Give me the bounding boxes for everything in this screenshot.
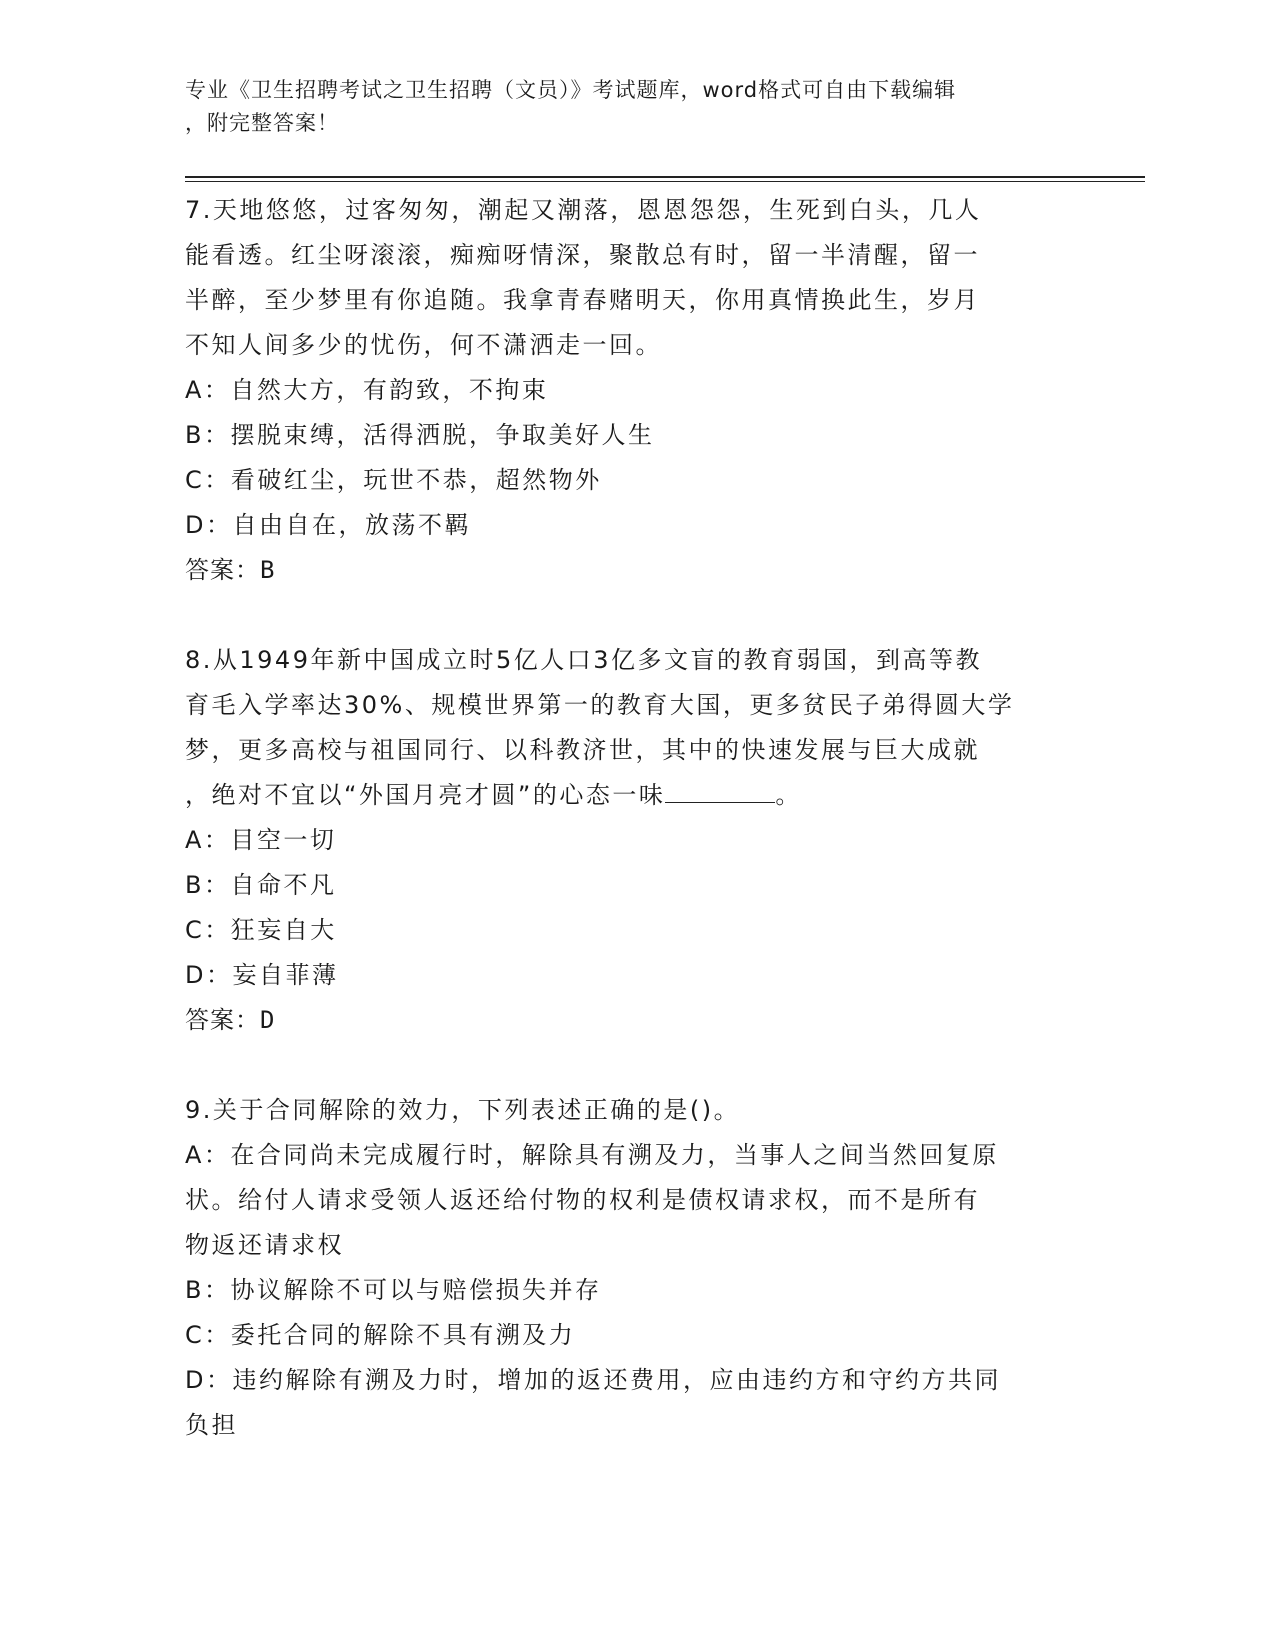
question-7 [185,188,1085,593]
option-b: B：摆脱束缚，活得洒脱，争取美好人生 [185,421,655,449]
option-d-continued: 负担 [185,1411,238,1439]
option-a: A：自然大方，有韵致，不拘束 [185,376,549,404]
option-d: D：自由自在，放荡不羁 [185,511,471,539]
question-text-line: 9.关于合同解除的效力，下列表述正确的是()。 [185,1096,741,1124]
question-suffix: 。 [775,781,802,809]
header-line-1: 专业《卫生招聘考试之卫生招聘（文员）》考试题库，word格式可自由下载编辑 [185,78,957,102]
question-8 [185,638,1085,1043]
question-list [185,188,1085,1448]
answer-value: D [260,1006,276,1034]
option-b: B：协议解除不可以与赔偿损失并存 [185,1276,602,1304]
question-text-line: 育毛入学率达30%、规模世界第一的教育大国，更多贫民子弟得圆大学 [185,691,1015,719]
option-a-continued: 物返还请求权 [185,1231,344,1259]
option-a: A：目空一切 [185,826,337,854]
option-b: B：自命不凡 [185,871,337,899]
answer-line [185,548,1085,593]
option-c: C：看破红尘，玩世不恭，超然物外 [185,466,602,494]
option-a-continued: 状。给付人请求受领人返还给付物的权利是债权请求权，而不是所有 [185,1186,980,1214]
question-text-line: 7.天地悠悠，过客匆匆，潮起又潮落，恩恩怨怨，生死到白头，几人 [185,196,982,224]
option-c: C：委托合同的解除不具有溯及力 [185,1321,576,1349]
answer-label: 答案： [185,556,260,584]
question-text-line-blank [185,773,1085,818]
header-divider-thick [185,176,1145,178]
option-c: C：狂妄自大 [185,916,337,944]
header-line-2: ，附完整答案！ [185,111,339,135]
answer-label: 答案： [185,1006,260,1034]
header-divider-thin [185,181,1145,182]
question-text-line: 能看透。红尘呀滚滚，痴痴呀情深，聚散总有时，留一半清醒，留一 [185,241,980,269]
question-text-line: 梦，更多高校与祖国同行、以科教济世，其中的快速发展与巨大成就 [185,736,980,764]
answer-line [185,998,1085,1043]
option-d: D：违约解除有溯及力时，增加的返还费用，应由违约方和守约方共同 [185,1366,1001,1394]
question-9 [185,1088,1085,1448]
question-text-line: 半醉，至少梦里有你追随。我拿青春赌明天，你用真情换此生，岁月 [185,286,980,314]
option-a: A：在合同尚未完成履行时，解除具有溯及力，当事人之间当然回复原 [185,1141,999,1169]
option-d: D：妄自菲薄 [185,961,339,989]
question-text: ，绝对不宜以“外国月亮才圆”的心态一味 [185,781,666,809]
question-text-line: 8.从1949年新中国成立时5亿人口3亿多文盲的教育弱国，到高等教 [185,646,983,674]
answer-value: B [260,556,276,584]
fill-in-blank [665,778,775,803]
document-header [185,74,1065,140]
question-text-line: 不知人间多少的忧伤，何不潇洒走一回。 [185,331,662,359]
